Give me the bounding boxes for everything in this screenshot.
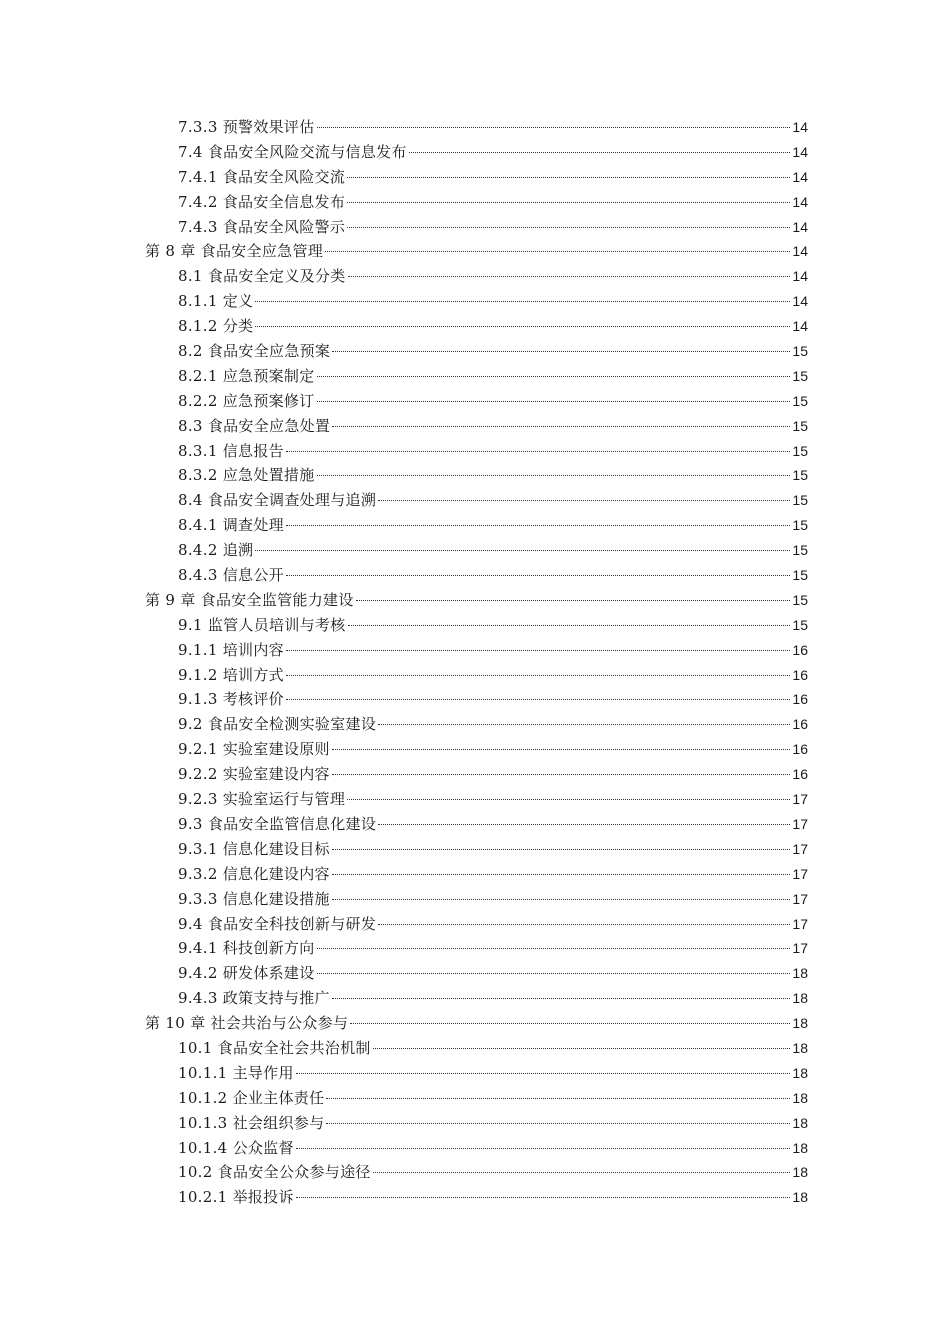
toc-page-number: 17: [792, 840, 808, 857]
toc-dot-leader: [286, 525, 790, 526]
toc-page-number: 15: [792, 417, 808, 434]
toc-dot-leader: [332, 998, 791, 999]
toc-dot-leader: [255, 550, 790, 551]
toc-dot-leader: [317, 376, 791, 377]
toc-entry[interactable]: [145, 862, 808, 887]
toc-entry-title: 9.3.2 信息化建设内容: [178, 864, 330, 883]
toc-entry-title: 9.3 食品安全监管信息化建设: [178, 814, 377, 833]
toc-dot-leader: [296, 1073, 791, 1074]
toc-dot-leader: [348, 625, 791, 626]
toc-entry-title: 9.1.2 培训方式: [178, 665, 284, 684]
toc-entry-title: 9.3.1 信息化建设目标: [178, 839, 330, 858]
toc-dot-leader: [332, 426, 790, 427]
toc-dot-leader: [409, 152, 791, 153]
toc-entry-title: 9.1 监管人员培训与考核: [178, 615, 346, 634]
toc-page-number: 18: [792, 1089, 808, 1106]
toc-dot-leader: [378, 824, 790, 825]
toc-page-number: 14: [792, 218, 808, 235]
toc-entry-title: 第 9 章 食品安全监管能力建设: [145, 590, 354, 609]
toc-chapter-entry[interactable]: [145, 239, 808, 264]
toc-entry-title: 8.1.1 定义: [178, 292, 254, 311]
toc-dot-leader: [378, 924, 790, 925]
toc-entry[interactable]: [145, 837, 808, 862]
toc-entry[interactable]: [145, 115, 808, 140]
toc-entry-title: 8.2 食品安全应急预案: [178, 342, 331, 361]
toc-dot-leader: [296, 1148, 791, 1149]
toc-entry-title: 第 10 章 社会共治与公众参与: [145, 1014, 349, 1033]
toc-dot-leader: [332, 749, 791, 750]
toc-dot-leader: [348, 276, 791, 277]
toc-entry-title: 9.2.3 实验室运行与管理: [178, 790, 346, 809]
toc-dot-leader: [332, 849, 791, 850]
toc-entry[interactable]: [145, 339, 808, 364]
toc-entry[interactable]: [145, 513, 808, 538]
toc-entry[interactable]: [145, 1061, 808, 1086]
toc-page-number: 17: [792, 815, 808, 832]
toc-page-number: 18: [792, 965, 808, 982]
toc-dot-leader: [332, 774, 791, 775]
toc-page-number: 14: [792, 168, 808, 185]
toc-entry-title: 9.1.1 培训内容: [178, 640, 284, 659]
toc-page-number: 16: [792, 691, 808, 708]
toc-entry-title: 8.2.2 应急预案修订: [178, 391, 315, 410]
toc-entry-title: 第 8 章 食品安全应急管理: [145, 242, 324, 261]
toc-entry-title: 8.1.2 分类: [178, 317, 254, 336]
toc-dot-leader: [317, 127, 791, 128]
toc-page-number: 16: [792, 666, 808, 683]
toc-entry[interactable]: [145, 687, 808, 712]
toc-entry-title: 8.3 食品安全应急处置: [178, 416, 331, 435]
toc-entry[interactable]: [145, 463, 808, 488]
toc-entry-title: 8.1 食品安全定义及分类: [178, 267, 346, 286]
toc-entry[interactable]: [145, 488, 808, 513]
toc-page-number: 18: [792, 1139, 808, 1156]
toc-entry[interactable]: [145, 613, 808, 638]
toc-chapter-entry[interactable]: [145, 588, 808, 613]
toc-page-number: 18: [792, 1114, 808, 1131]
toc-dot-leader: [286, 699, 790, 700]
toc-entry-title: 8.4.3 信息公开: [178, 566, 284, 585]
toc-dot-leader: [317, 973, 791, 974]
toc-entry[interactable]: [145, 638, 808, 663]
toc-entry-title: 9.2 食品安全检测实验室建设: [178, 715, 377, 734]
toc-entry-title: 10.2 食品安全公众参与途径: [178, 1163, 371, 1182]
toc-dot-leader: [356, 600, 791, 601]
toc-page-number: 15: [792, 343, 808, 360]
toc-page-number: 15: [792, 442, 808, 459]
toc-chapter-entry[interactable]: [145, 1011, 808, 1036]
toc-page-number: 17: [792, 791, 808, 808]
toc-page-number: 15: [792, 616, 808, 633]
toc-entry[interactable]: [145, 439, 808, 464]
toc-page-number: 14: [792, 243, 808, 260]
toc-dot-leader: [373, 1172, 791, 1173]
toc-dot-leader: [317, 401, 791, 402]
toc-page-number: 18: [792, 1064, 808, 1081]
toc-page-number: 17: [792, 890, 808, 907]
toc-dot-leader: [317, 475, 791, 476]
toc-page-number: 18: [792, 1015, 808, 1032]
toc-page-number: 15: [792, 367, 808, 384]
toc-entry[interactable]: [145, 663, 808, 688]
toc-entry-title: 10.1.2 企业主体责任: [178, 1088, 325, 1107]
toc-dot-leader: [347, 202, 790, 203]
toc-entry-title: 8.4.2 追溯: [178, 541, 254, 560]
toc-entry-title: 7.4.1 食品安全风险交流: [178, 167, 346, 186]
toc-page-number: 18: [792, 990, 808, 1007]
toc-page-number: 17: [792, 865, 808, 882]
toc-dot-leader: [286, 451, 790, 452]
toc-dot-leader: [347, 227, 790, 228]
toc-page-number: 15: [792, 542, 808, 559]
toc-page-number: 18: [792, 1039, 808, 1056]
toc-dot-leader: [350, 1023, 790, 1024]
table-of-contents: [145, 115, 808, 1210]
toc-dot-leader: [325, 251, 790, 252]
toc-entry-title: 10.1 食品安全社会共治机制: [178, 1038, 371, 1057]
toc-entry-title: 9.1.3 考核评价: [178, 690, 284, 709]
toc-entry[interactable]: [145, 264, 808, 289]
toc-entry-title: 7.4.2 食品安全信息发布: [178, 192, 346, 211]
toc-dot-leader: [347, 177, 790, 178]
toc-entry[interactable]: [145, 762, 808, 787]
toc-entry-title: 9.2.1 实验室建设原则: [178, 740, 330, 759]
toc-dot-leader: [378, 500, 790, 501]
toc-entry[interactable]: [145, 314, 808, 339]
toc-dot-leader: [286, 650, 790, 651]
toc-dot-leader: [286, 675, 790, 676]
toc-entry-title: 10.1.4 公众监督: [178, 1138, 294, 1157]
toc-page-number: 14: [792, 193, 808, 210]
toc-page-number: 15: [792, 392, 808, 409]
toc-entry[interactable]: [145, 1160, 808, 1185]
toc-entry[interactable]: [145, 812, 808, 837]
toc-entry[interactable]: [145, 215, 808, 240]
toc-dot-leader: [296, 1197, 791, 1198]
toc-entry[interactable]: [145, 787, 808, 812]
toc-entry-title: 8.3.2 应急处置措施: [178, 466, 315, 485]
toc-entry[interactable]: [145, 190, 808, 215]
toc-entry[interactable]: [145, 563, 808, 588]
toc-page-number: 14: [792, 268, 808, 285]
toc-entry[interactable]: [145, 289, 808, 314]
toc-entry[interactable]: [145, 364, 808, 389]
toc-entry[interactable]: [145, 1036, 808, 1061]
toc-dot-leader: [326, 1098, 790, 1099]
toc-entry-title: 7.4.3 食品安全风险警示: [178, 217, 346, 236]
toc-entry-title: 9.3.3 信息化建设措施: [178, 889, 330, 908]
toc-page-number: 17: [792, 915, 808, 932]
toc-page-number: 16: [792, 716, 808, 733]
toc-entry-title: 7.4 食品安全风险交流与信息发布: [178, 142, 407, 161]
toc-entry[interactable]: [145, 1086, 808, 1111]
toc-entry[interactable]: [145, 737, 808, 762]
toc-page-number: 17: [792, 940, 808, 957]
toc-page-number: 14: [792, 119, 808, 135]
toc-entry-title: 8.4.1 调查处理: [178, 516, 284, 535]
toc-entry-title: 8.2.1 应急预案制定: [178, 366, 315, 385]
toc-entry[interactable]: [145, 936, 808, 961]
toc-entry-title: 9.2.2 实验室建设内容: [178, 765, 330, 784]
toc-page-number: 15: [792, 567, 808, 584]
toc-page-number: 15: [792, 517, 808, 534]
toc-dot-leader: [255, 301, 790, 302]
toc-dot-leader: [332, 351, 790, 352]
toc-entry-title: 9.4.1 科技创新方向: [178, 939, 315, 958]
toc-entry[interactable]: [145, 538, 808, 563]
toc-page-number: 15: [792, 591, 808, 608]
toc-page-number: 16: [792, 766, 808, 783]
toc-entry-title: 7.3.3 预警效果评估: [178, 118, 315, 136]
toc-entry-title: 9.4.3 政策支持与推广: [178, 989, 330, 1008]
toc-entry[interactable]: [145, 389, 808, 414]
toc-entry[interactable]: [145, 1185, 808, 1210]
toc-entry[interactable]: [145, 887, 808, 912]
toc-page-number: 14: [792, 318, 808, 335]
toc-dot-leader: [332, 899, 791, 900]
toc-entry-title: 9.4.2 研发体系建设: [178, 964, 315, 983]
toc-page-number: 14: [792, 293, 808, 310]
toc-dot-leader: [286, 575, 790, 576]
toc-dot-leader: [373, 1048, 791, 1049]
toc-entry-title: 10.1.1 主导作用: [178, 1063, 294, 1082]
toc-page-number: 15: [792, 467, 808, 484]
toc-entry[interactable]: [145, 912, 808, 937]
toc-entry[interactable]: [145, 986, 808, 1011]
toc-entry-title: 9.4 食品安全科技创新与研发: [178, 914, 377, 933]
toc-entry[interactable]: [145, 165, 808, 190]
toc-dot-leader: [255, 326, 790, 327]
toc-dot-leader: [378, 724, 790, 725]
toc-page-number: 16: [792, 741, 808, 758]
toc-dot-leader: [347, 799, 790, 800]
toc-entry-title: 8.4 食品安全调查处理与追溯: [178, 491, 377, 510]
toc-dot-leader: [332, 874, 791, 875]
toc-entry[interactable]: [145, 961, 808, 986]
toc-page-number: 15: [792, 492, 808, 509]
toc-page-number: 16: [792, 641, 808, 658]
toc-dot-leader: [317, 948, 791, 949]
toc-entry-title: 8.3.1 信息报告: [178, 441, 284, 460]
toc-entry[interactable]: [145, 712, 808, 737]
toc-page-number: 18: [792, 1164, 808, 1181]
toc-entry-title: 10.2.1 举报投诉: [178, 1188, 294, 1207]
toc-entry[interactable]: [145, 1111, 808, 1136]
toc-page-number: 18: [792, 1189, 808, 1206]
toc-entry-title: 10.1.3 社会组织参与: [178, 1113, 325, 1132]
toc-entry[interactable]: [145, 140, 808, 165]
toc-dot-leader: [326, 1123, 790, 1124]
toc-entry[interactable]: [145, 414, 808, 439]
toc-page-number: 14: [792, 143, 808, 160]
toc-entry[interactable]: [145, 1136, 808, 1161]
